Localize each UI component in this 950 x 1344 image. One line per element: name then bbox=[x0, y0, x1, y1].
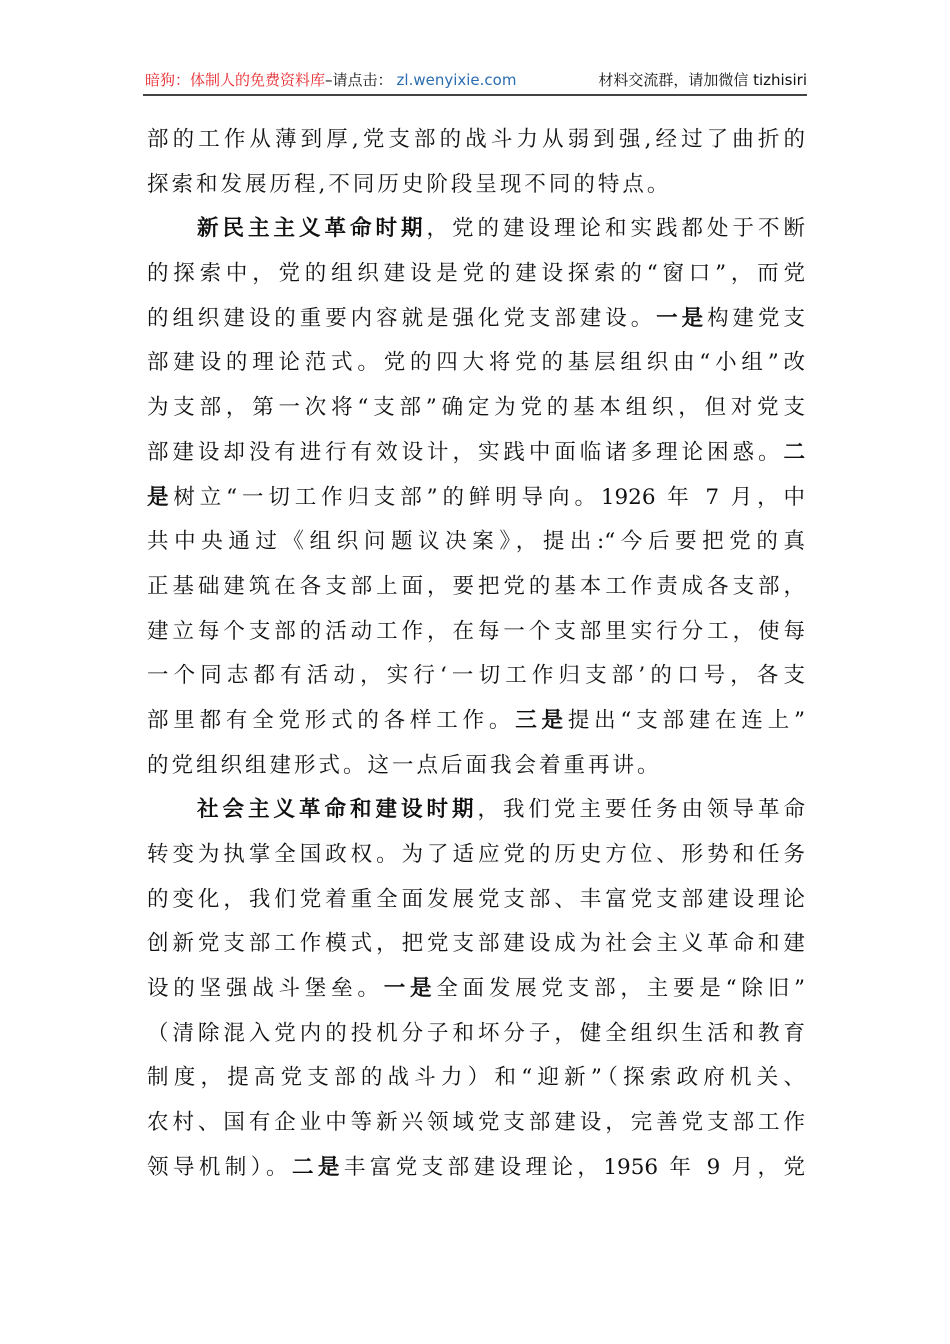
text-span: 创新党支部工作模式，把党支部建设成为社会主义革命和建 bbox=[147, 931, 805, 957]
header-prompt: –请点击： bbox=[325, 71, 393, 89]
text-line bbox=[147, 744, 805, 789]
text-span: 设的坚强战斗堡垒。 bbox=[147, 976, 384, 1002]
text-line bbox=[147, 699, 805, 744]
text-span: 领导机制）。 bbox=[147, 1154, 292, 1180]
text-line bbox=[147, 1012, 805, 1057]
bold-text: 新民主主义革命时期 bbox=[197, 216, 427, 242]
text-line bbox=[147, 788, 805, 833]
text-span: 探索和发展历程,不同历史阶段呈现不同的特点。 bbox=[147, 171, 672, 197]
text-line bbox=[147, 654, 805, 699]
header-link[interactable]: zl.wenyixie.com bbox=[396, 71, 517, 89]
text-line bbox=[147, 967, 805, 1012]
bold-text: 三是 bbox=[515, 707, 568, 733]
text-span: ，党的建设理论和实践都处于不断 bbox=[426, 216, 805, 242]
header-contact: 材料交流群，请加微信 tizhisiri bbox=[598, 71, 807, 89]
text-span: 的变化，我们党着重全面发展党支部、丰富党支部建设理论 bbox=[147, 886, 805, 912]
text-line bbox=[147, 118, 805, 163]
header-divider bbox=[143, 94, 807, 96]
text-line bbox=[147, 610, 805, 655]
text-span: 提出“支部建在连上” bbox=[567, 707, 805, 733]
bold-text: 一是 bbox=[656, 305, 708, 331]
text-span: 的组织建设的重要内容就是强化党支部建设。 bbox=[147, 305, 657, 331]
text-span: 部里都有全党形式的各样工作。 bbox=[147, 707, 516, 733]
text-line bbox=[147, 1056, 805, 1101]
text-line bbox=[147, 386, 805, 431]
text-span: 正基础建筑在各支部上面，要把党的基本工作责成各支部， bbox=[147, 573, 805, 599]
text-span: 农村、国有企业中等新兴领域党支部建设，完善党支部工作 bbox=[147, 1110, 805, 1136]
text-span: 部建设的理论范式。党的四大将党的基层组织由“小组”改 bbox=[147, 350, 805, 376]
bold-text: 社会主义革命和建设时期 bbox=[197, 797, 478, 823]
text-line bbox=[147, 431, 805, 476]
bold-text: 是 bbox=[147, 484, 174, 510]
document-body bbox=[147, 118, 805, 1191]
text-span: ，我们党主要任务由领导革命 bbox=[477, 797, 805, 823]
text-span: 部建设却没有进行有效设计，实践中面临诸多理论困惑。 bbox=[147, 439, 784, 465]
text-line bbox=[147, 922, 805, 967]
text-span: 建立每个支部的活动工作，在每一个支部里实行分工，使每 bbox=[147, 618, 805, 644]
text-line bbox=[147, 252, 805, 297]
bold-text: 二是 bbox=[291, 1154, 344, 1180]
text-span: 为支部，第一次将“支部”确定为党的基本组织，但对党支 bbox=[147, 395, 805, 421]
text-span: 树立“一切工作归支部”的鲜明导向。1926 年 7 月，中 bbox=[173, 484, 805, 510]
text-line bbox=[147, 341, 805, 386]
page-header bbox=[145, 68, 807, 92]
text-span: 全面发展党支部，主要是“除旧” bbox=[436, 976, 805, 1002]
text-line bbox=[147, 1101, 805, 1146]
text-line bbox=[147, 565, 805, 610]
text-span: （清除混入党内的投机分子和坏分子，健全组织生活和教育 bbox=[147, 1020, 805, 1046]
text-span: 丰富党支部建设理论，1956 年 9 月，党 bbox=[343, 1154, 805, 1180]
header-brand: 暗狗：体制人的免费资料库 bbox=[145, 71, 326, 89]
text-line bbox=[147, 878, 805, 923]
text-line bbox=[147, 163, 805, 208]
text-line bbox=[147, 520, 805, 565]
text-line bbox=[147, 476, 805, 521]
text-line bbox=[147, 833, 805, 878]
text-span: 部的工作从薄到厚,党支部的战斗力从弱到强,经过了曲折的 bbox=[147, 127, 805, 152]
bold-text: 二 bbox=[783, 439, 805, 465]
bold-text: 一是 bbox=[383, 976, 437, 1002]
text-span: 的探索中，党的组织建设是党的建设探索的“窗口”，而党 bbox=[147, 261, 805, 287]
text-line bbox=[147, 297, 805, 342]
text-span: 的党组织组建形式。这一点后面我会着重再讲。 bbox=[147, 752, 662, 778]
text-line bbox=[147, 1146, 805, 1191]
text-span: 一个同志都有活动，实行‘一切工作归支部’的口号，各支 bbox=[147, 663, 805, 689]
text-span: 构建党支 bbox=[707, 305, 805, 331]
text-span: 转变为执掌全国政权。为了适应党的历史方位、形势和任务 bbox=[147, 842, 805, 867]
text-span: 制度，提高党支部的战斗力）和“迎新”（探索政府机关、 bbox=[147, 1065, 805, 1091]
text-span: 共中央通过《组织问题议决案》，提出:“今后要把党的真 bbox=[147, 529, 805, 555]
text-line bbox=[147, 207, 805, 252]
